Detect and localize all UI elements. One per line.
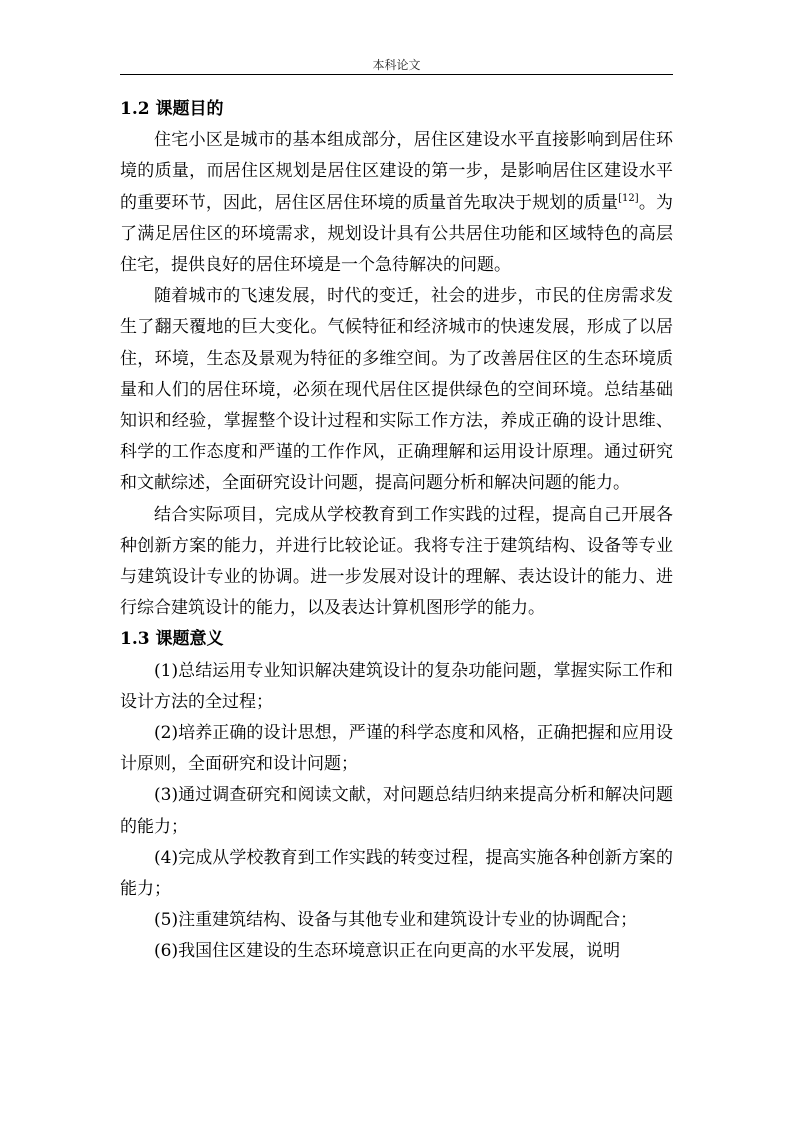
citation-reference: [12] xyxy=(618,192,639,204)
page-body xyxy=(120,94,673,968)
paragraph-purpose-3: 结合实际项目，完成从学校教育到工作实践的过程，提高自己开展各种创新方案的能力，并进行比较论证。我将专注于建筑结构、设备等专业与建筑设计专业的协调。进一步发展对设计的理解、表达设计的能力、进行综合建筑设计的能力，以及表达计算机图形学的能力。 xyxy=(120,504,673,619)
section-heading-1-3: 1.3 课题意义 xyxy=(120,629,224,650)
significance-item-6: (6)我国住区建设的生态环境意识正在向更高的水平发展，说明 xyxy=(154,941,621,962)
paragraph-text: 。为了满足居住区的环境需求，规划设计具有公共居住功能和区域特色的高层住宅，提供良好的居住环境是一个急待解决的问题。 xyxy=(120,192,674,276)
paragraph-purpose-2: 随着城市的飞速发展，时代的变迁，社会的进步，市民的住房需求发生了翻天覆地的巨大变化。气候特征和经济城市的快速发展，形成了以居住，环境，生态及景观为特征的多维空间。为了改善居住区的生态环境质量和人们的居住环境，必须在现代居住区提供绿色的空间环境。总结基础知识和经验，掌握整个设计过程和实际工作方法，养成正确的设计思维、科学的工作态度和严谨的工作作风，正确理解和运用设计原理。通过研究和文献综述，全面研究设计问题，提高问题分析和解决问题的能力。 xyxy=(120,286,673,494)
significance-item-5: (5)注重建筑结构、设备与其他专业和建筑设计专业的协调配合； xyxy=(154,910,638,931)
page-header-title: 本科论文 xyxy=(372,58,421,72)
section-heading-1-2: 1.2 课题目的 xyxy=(120,99,224,119)
significance-item-1: (1)总结运用专业知识解决建筑设计的复杂功能问题，掌握实际工作和设计方法的全过程； xyxy=(120,660,673,712)
significance-item-3: (3)通过调查研究和阅读文献，对问题总结归纳来提高分析和解决问题的能力； xyxy=(120,785,673,837)
significance-item-2: (2)培养正确的设计思想，严谨的科学态度和风格，正确把握和应用设计原则，全面研究和设计问题； xyxy=(120,723,673,775)
paragraph-text: 住宅小区是城市的基本组成部分，居住区建设水平直接影响到居住环境的质量，而居住区规划是居住区建设的第一步，是影响居住区建设水平的重要环节，因此，居住区居住环境的质量首先取决于规划的质量 xyxy=(120,130,673,213)
header-divider xyxy=(120,74,673,75)
paragraph-purpose-1 xyxy=(120,125,673,281)
significance-item-4: (4)完成从学校教育到工作实践的转变过程，提高实施各种创新方案的能力； xyxy=(120,847,673,900)
